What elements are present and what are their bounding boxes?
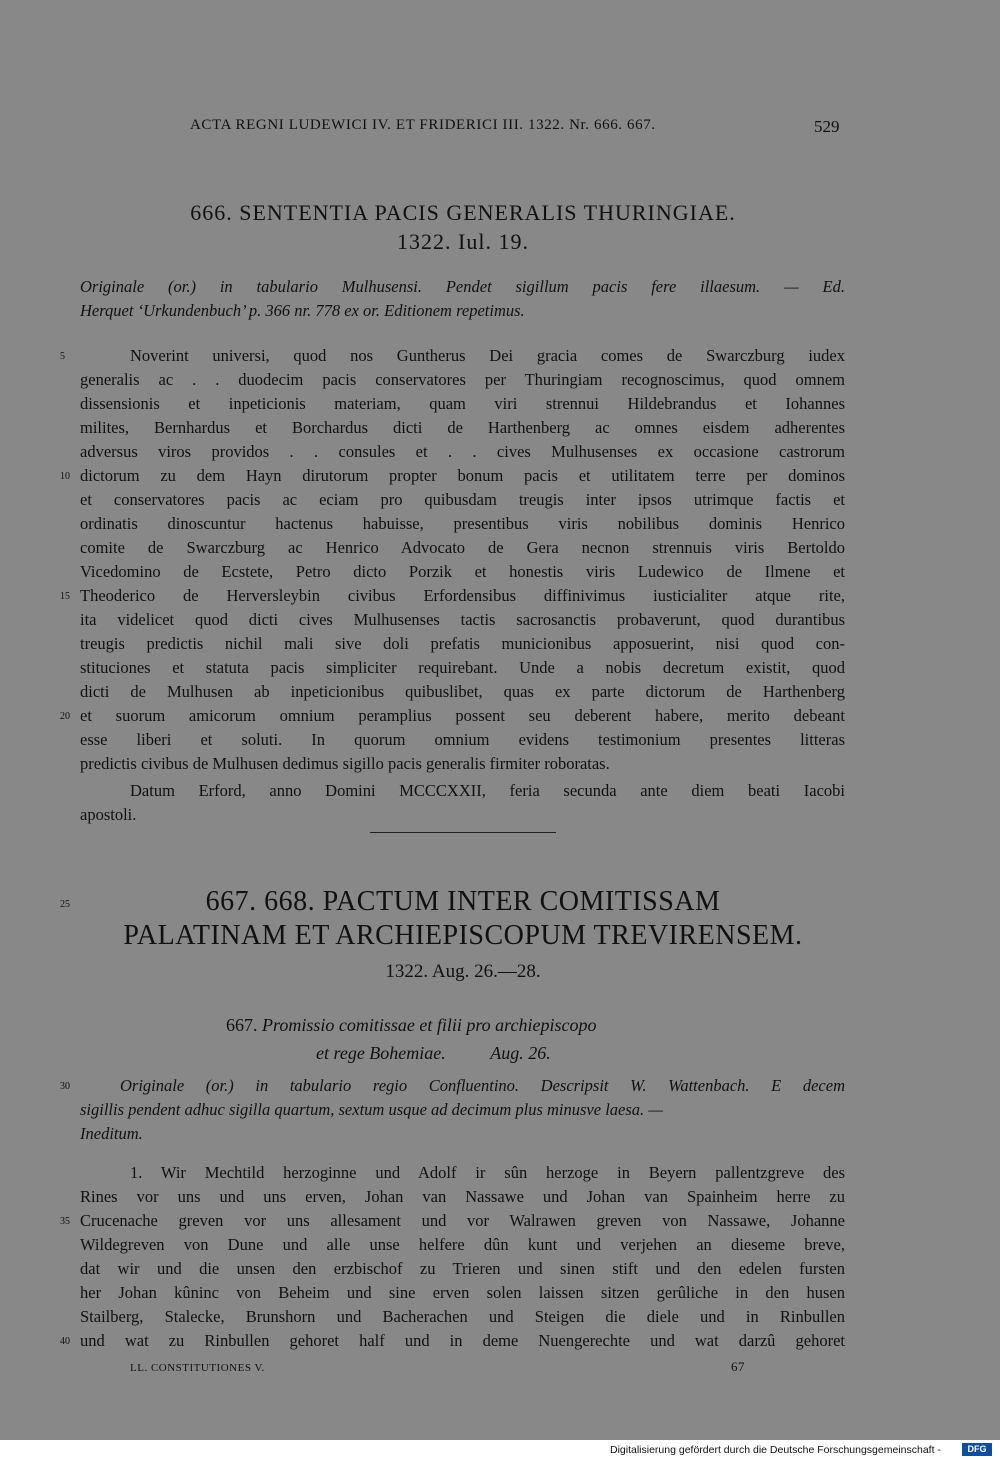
doc-666-text-line: ordinatis dinoscuntur hactenus habuisse, presentibus viris nobilibus dominis Henrico <box>80 514 845 533</box>
doc-667-source-line: Originale (or.) in tabulario regio Confluentino. Descripsit W. Wattenbach. E decem <box>120 1076 845 1095</box>
doc-667-subheading-2 <box>316 1043 551 1064</box>
doc-666-text-line: et conservatores pacis ac eciam pro quibusdam treugis inter ipsos utrimque factis et <box>80 490 845 509</box>
doc-666-text-line: et suorum amicorum omnium peramplius possent seu deberent habere, merito debeant <box>80 706 845 725</box>
line-number: 30 <box>60 1081 70 1092</box>
doc-666-text-line: Noverint universi, quod nos Guntherus Dei gracia comes de Swarczburg iudex <box>130 346 845 365</box>
doc-667-sub-number: 667. <box>226 1015 258 1035</box>
page-number: 529 <box>814 117 840 136</box>
doc-666-text-line: dicti de Mulhusen ab inpeticionibus quibuslibet, quas ex parte dictorum de Harthenberg <box>80 682 845 701</box>
doc-667-text-line: Stailberg, Stalecke, Brunshorn und Bacherachen und Steigen die diele und in Rinbullen <box>80 1307 845 1326</box>
doc-667-subheading <box>226 1015 596 1036</box>
doc-667-heading <box>80 885 846 953</box>
doc-667-text-line: her Johan kûninc von Beheim und sine erven solen laissen sitzen gerûliche in den husen <box>80 1283 845 1302</box>
doc-667-text-line: Wildegreven von Dune und alle unse helfere dûn kunt und verjehen an dieseme breve, <box>80 1235 845 1254</box>
doc-666-title: 666. SENTENTIA PACIS GENERALIS THURINGIAE. <box>190 200 736 225</box>
doc-667-title-line: PALATINAM ET ARCHIEPISCOPUM TREVIRENSEM. <box>123 920 803 951</box>
doc-666-source-line: Herquet ‘Urkundenbuch’ p. 366 nr. 778 ex or. Editionem repetimus. <box>80 301 525 320</box>
doc-667-text-line: 1. Wir Mechtild herzoginne und Adolf ir sûn herzoge in Beyern pallentzgreve des <box>130 1163 845 1182</box>
doc-666-text-line: ita videlicet quod dicti cives Mulhusenses tactis sacrosanctis probaverunt, quod durantibus <box>80 610 845 629</box>
doc-666-text-line: predictis civibus de Mulhusen dedimus sigillo pacis generalis firmiter roboratas. <box>80 754 610 773</box>
doc-666-heading <box>80 198 846 256</box>
line-number: 5 <box>60 351 65 362</box>
doc-666-text-line: dissensionis et inpeticionis materiam, quam viri strennui Hildebrandus et Iohannes <box>80 394 845 413</box>
doc-667-sub-date: Aug. 26. <box>490 1043 551 1063</box>
line-number: 20 <box>60 711 70 722</box>
line-number: 10 <box>60 471 70 482</box>
running-header: ACTA REGNI LUDEWICI IV. ET FRIDERICI III. 1322. Nr. 666. 667. <box>190 117 656 133</box>
line-number: 15 <box>60 591 70 602</box>
doc-666-text-line: treugis predictis nichil mali sive doli prefatis municionibus apposuerint, nisi quod con- <box>80 634 845 653</box>
line-number: 40 <box>60 1336 70 1347</box>
doc-667-source-line: sigillis pendent adhuc sigilla quartum, sextum usque ad decimum plus minusve laesa. — <box>80 1100 663 1119</box>
doc-666-datum-line: Datum Erford, anno Domini MCCCXXII, feria secunda ante diem beati Iacobi <box>130 781 845 800</box>
doc-666-text-line: generalis ac . . duodecim pacis conservatores per Thuringiam recognoscimus, quod omnem <box>80 370 845 389</box>
doc-667-text-line: dat wir und die unsen den erzbischof zu Trieren und sinen stift und den edelen fursten <box>80 1259 845 1278</box>
doc-667-text-line: Crucenache greven vor uns allesament und vor Walrawen greven von Nassawe, Johanne <box>80 1211 845 1230</box>
line-number: 25 <box>60 899 70 910</box>
doc-666-datum-line: apostoli. <box>80 805 137 824</box>
doc-666-text-line: comite de Swarczburg ac Henrico Advocato de Gera necnon strennuis viris Bertoldo <box>80 538 845 557</box>
footer-signature: 67 <box>731 1359 745 1374</box>
doc-667-text-line: und wat zu Rinbullen gehoret half und in deme Nuengerechte und wat darzû gehoret <box>80 1331 845 1350</box>
digitization-credit: Digitalisierung gefördert durch die Deutsche Forschungsgemeinschaft - <box>610 1444 941 1456</box>
line-number: 35 <box>60 1216 70 1227</box>
doc-667-sub-title: Promissio comitissae et filii pro archiepiscopo <box>262 1015 597 1035</box>
doc-666-date: 1322. Iul. 19. <box>397 229 529 254</box>
doc-666-text-line: stituciones et statuta pacis simpliciter requirebant. Unde a nobis decretum existit, quod <box>80 658 845 677</box>
doc-666-text-line: Theoderico de Herversleybin civibus Erfordensibus diffinivimus iusticialiter atque rite, <box>80 586 845 605</box>
doc-666-source-line: Originale (or.) in tabulario Mulhusensi. Pendet sigillum pacis fere illaesum. — Ed. <box>80 277 845 296</box>
doc-667-text-line: Rines vor uns und uns erven, Johan van Nassawe und Johan van Spainheim herre zu <box>80 1187 845 1206</box>
doc-667-title-line: 667. 668. PACTUM INTER COMITISSAM <box>205 886 721 917</box>
doc-666-text-line: milites, Bernhardus et Borchardus dicti de Harthenberg ac omnes eisdem adherentes <box>80 418 845 437</box>
doc-666-text-line: esse liberi et soluti. In quorum omnium evidens testimonium presentes litteras <box>80 730 845 749</box>
doc-666-text-line: dictorum zu dem Hayn dirutorum propter bonum pacis et utilitatem terre per dominos <box>80 466 845 485</box>
doc-666-text-line: Vicedomino de Ecstete, Petro dicto Porzik et honestis viris Ludewico de Ilmene et <box>80 562 845 581</box>
doc-667-date: 1322. Aug. 26.—28. <box>385 961 541 982</box>
doc-666-text-line: adversus viros providos . . consules et . . cives Mulhusenses ex occasione castrorum <box>80 442 845 461</box>
doc-667-sub-title-2: et rege Bohemiae. <box>316 1043 446 1063</box>
footer-series: LL. CONSTITUTIONES V. <box>130 1362 265 1374</box>
dfg-logo: DFG <box>962 1443 992 1456</box>
doc-667-source-line: Ineditum. <box>80 1124 143 1143</box>
section-divider <box>370 832 556 833</box>
